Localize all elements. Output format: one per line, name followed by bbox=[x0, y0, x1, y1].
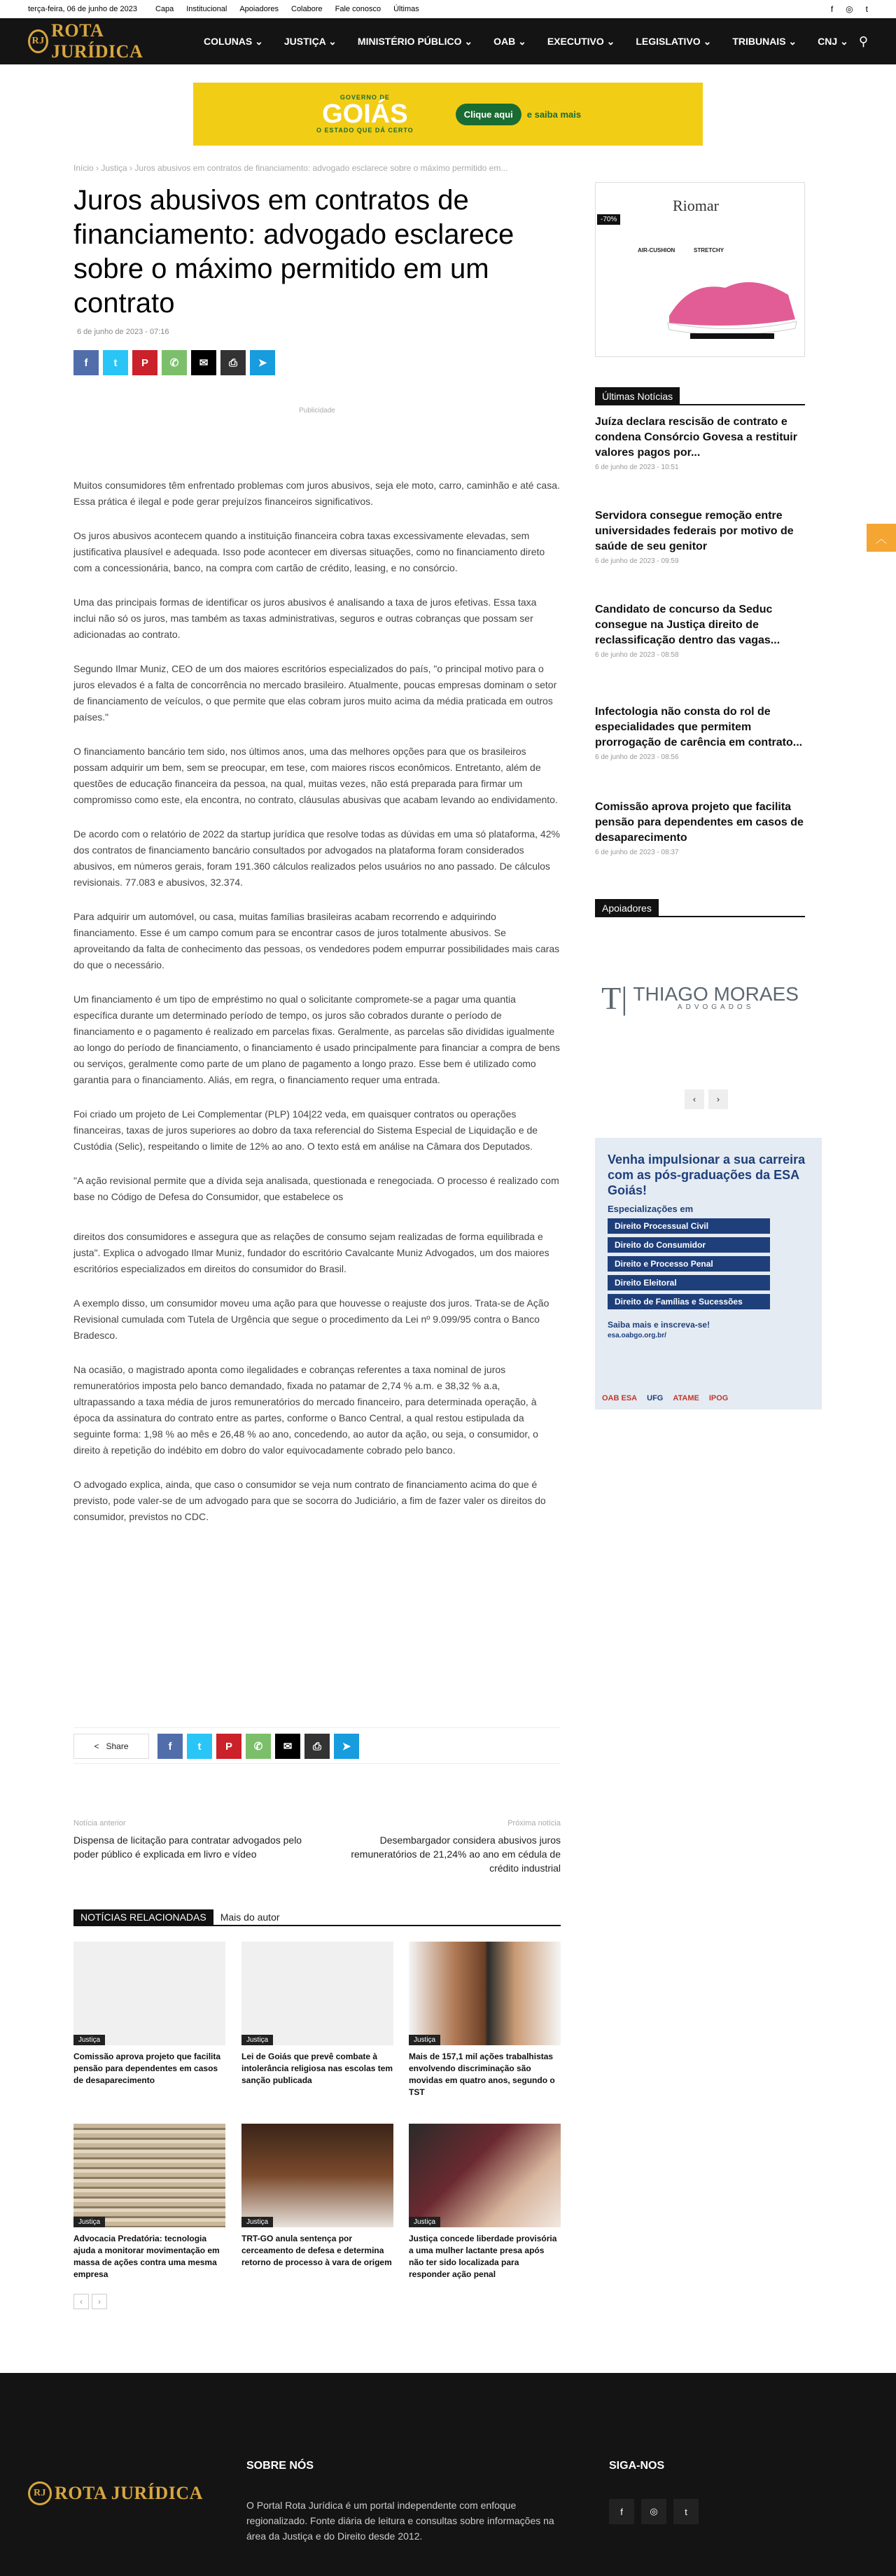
telegram-share-button[interactable] bbox=[250, 350, 275, 375]
discount-badge: -70% bbox=[597, 214, 620, 225]
article-paragraph: Para adquirir um automóvel, ou casa, muitas famílias brasileiras acabam recorrendo e adquirindo financiamento. Esse é um campo comum para se encontrar casos de juros totalmente abusivos. Se aproveitando da falta de conhecimento das pessoas, os vendedores podem empurrar possibilidades mais caras do que o necessário. bbox=[74, 911, 560, 970]
email-share-button[interactable] bbox=[275, 1734, 300, 1759]
facebook-icon: f bbox=[84, 356, 88, 369]
twitter-share-button[interactable] bbox=[103, 350, 128, 375]
related-card-title: TRT-GO anula sentença por cerceamento de defesa e determina retorno de processo à vara de origem bbox=[241, 2234, 392, 2267]
latest-news-date: 6 de junho de 2023 - 10:51 bbox=[595, 464, 679, 471]
chevron-left-icon[interactable]: ‹ bbox=[74, 2294, 89, 2309]
current-date: terça-feira, 06 de junho de 2023 bbox=[28, 5, 137, 13]
telegram-icon: ➤ bbox=[342, 1741, 351, 1753]
latest-news-item[interactable] bbox=[595, 602, 805, 659]
latest-news-date: 6 de junho de 2023 - 08:37 bbox=[595, 849, 679, 856]
footer-social bbox=[609, 2499, 699, 2524]
esa-spec-item: Direito de Famílias e Sucessões bbox=[608, 1294, 770, 1309]
supporters-carousel-controls bbox=[685, 1089, 728, 1109]
menu-item-cnj[interactable]: CNJ ⌄ bbox=[818, 35, 848, 47]
twitter-icon: t bbox=[113, 356, 118, 369]
article-paragraph: O financiamento bancário tem sido, nos últimos anos, uma das melhores opções para que os brasileiros possam adquirir um bem, sem se preocupar, em tese, com maiores riscos econômicos. Entretanto, além de questões de educação financeira da pessoa, na qual, muitas vezes, não está preparada para firmar um compromisso como este, ela encontra, no contrato, cláusulas abusivas que acabam levando ao endividamento. bbox=[74, 746, 558, 805]
article-paragraph: Um financiamento é um tipo de empréstimo no qual o solicitante compromete-se a pagar uma quantia específica durante um determinado período de tempo, os juros são cobrados durante o período de financiamento e o pagamento é realizado em parcelas fixas. Geralmente, as parcelas são divididas igualmente ao longo do período de financiamento, o financiamento é usado principalmente para financiar a compra de bens ou serviços, geralmente como parte de um plano de pagamento a longo prazo. Esse bem é utilizado como garantia para o financiamento. Aliás, em regra, o financiamento requer uma entrada. bbox=[74, 994, 561, 1085]
instagram-icon[interactable]: ◎ bbox=[846, 4, 853, 14]
esa-spec-item: Direito Processual Civil bbox=[608, 1218, 770, 1234]
previous-post[interactable] bbox=[74, 1816, 304, 1861]
logo-mark-icon: RJ bbox=[28, 2481, 52, 2505]
breadcrumb-current: Juros abusivos em contratos de financiamento: advogado esclarece sobre o máximo permitido em... bbox=[134, 163, 508, 173]
ad-label: Publicidade bbox=[299, 407, 335, 415]
esa-spec-item: Direito Eleitoral bbox=[608, 1275, 770, 1290]
email-icon: ✉ bbox=[283, 1741, 293, 1753]
next-label: Próxima notícia bbox=[507, 1819, 561, 1827]
esa-site: esa.oabgo.org.br/ bbox=[608, 1332, 666, 1339]
esa-spec-item: Direito e Processo Penal bbox=[608, 1256, 770, 1272]
article-paragraph: "A ação revisional permite que a dívida seja analisada, questionada e renegociada. O processo é realizado com base no Código de Defesa do Consumidor, que estabelece os bbox=[74, 1175, 559, 1202]
whatsapp-share-button[interactable] bbox=[162, 350, 187, 375]
shoe-image bbox=[662, 260, 802, 344]
top-link-ultimas[interactable]: Últimas bbox=[393, 5, 419, 13]
related-pagination bbox=[74, 2294, 107, 2309]
ad-feature-2: STRETCHY bbox=[694, 247, 724, 253]
category-tag[interactable]: Justiça bbox=[241, 2035, 273, 2045]
facebook-icon: f bbox=[168, 1740, 172, 1753]
latest-news-date: 6 de junho de 2023 - 08:56 bbox=[595, 753, 679, 761]
sidebar-ad[interactable] bbox=[595, 182, 805, 357]
article-paragraph: A exemplo disso, um consumidor moveu uma ação para que houvesse o reajuste dos juros. Trata-se de Ação Revisional cumulada com Tutela de Urgência que segue o procedimento da Lei nº 9.099/95 contra o Banco Bradesco. bbox=[74, 1297, 550, 1341]
article-date: 6 de junho de 2023 - 07:16 bbox=[77, 328, 169, 336]
next-title: Desembargador considera abusivos juros remuneratórios de 21,24% ao ano em cédula de crédito industrial bbox=[351, 1834, 561, 1874]
esa-headline: Venha impulsionar a sua carreira com as pós-graduações da ESA Goiás! bbox=[608, 1153, 806, 1197]
print-icon: ⎙ bbox=[228, 356, 237, 369]
print-share-button[interactable] bbox=[220, 350, 246, 375]
scroll-to-top-button[interactable] bbox=[867, 524, 896, 552]
instagram-icon[interactable]: ◎ bbox=[641, 2499, 666, 2524]
supporter-logo[interactable] bbox=[595, 942, 805, 1054]
menu-label: EXECUTIVO bbox=[547, 35, 604, 47]
main-navigation bbox=[0, 18, 896, 64]
footer-follow-heading: SIGA-NOS bbox=[609, 2460, 665, 2472]
top-bar bbox=[0, 0, 896, 18]
partner-logo: UFG bbox=[647, 1394, 664, 1402]
facebook-icon[interactable]: f bbox=[609, 2499, 634, 2524]
latest-news-title: Comissão aprova projeto que facilita pensão para dependentes em casos de desaparecimento bbox=[595, 801, 804, 844]
esa-partner-logos bbox=[602, 1394, 728, 1402]
top-social bbox=[831, 4, 868, 14]
banner-kicker: GOVERNO DE bbox=[340, 94, 390, 101]
facebook-share-button[interactable] bbox=[74, 350, 99, 375]
twitter-icon[interactable]: t bbox=[865, 4, 868, 14]
latest-news-item[interactable] bbox=[595, 704, 805, 761]
telegram-icon: ➤ bbox=[258, 357, 267, 369]
share-buttons-top bbox=[74, 350, 275, 375]
banner-sub: O ESTADO QUE DÁ CERTO bbox=[316, 127, 414, 134]
related-card-image bbox=[409, 1942, 561, 2045]
chevron-up-icon: ︿ bbox=[875, 533, 887, 545]
whatsapp-share-button[interactable] bbox=[246, 1734, 271, 1759]
twitter-share-button[interactable] bbox=[187, 1734, 212, 1759]
top-link-apoiadores[interactable]: Apoiadores bbox=[239, 5, 279, 13]
related-card-title: Advocacia Predatória: tecnologia ajuda a monitorar movimentação em massa de ações contra uma mesma empresa bbox=[74, 2234, 220, 2279]
logo-mark-icon: RJ bbox=[28, 29, 48, 53]
category-tag[interactable]: Justiça bbox=[409, 2217, 440, 2227]
chevron-right-icon[interactable]: › bbox=[708, 1089, 728, 1109]
related-card-image bbox=[241, 2124, 393, 2227]
article-title: Juros abusivos em contratos de financiamento: advogado esclarece sobre o máximo permitido em um contrato bbox=[74, 185, 514, 319]
related-tabs bbox=[74, 1909, 561, 1926]
latest-news-title: Últimas Notícias bbox=[595, 387, 680, 405]
article-paragraph: Na ocasião, o magistrado aponta como ilegalidades e cobranças referentes a taxa nominal de juros remuneratórios imposta pelo banco demandado, fixada no patamar de 2,74 % a.m. e 38,32 % a.a, ultrapassando a taxa média de juros remuneratórios do mercado financeiro, para determinada operação, à época da assinatura do contrato entre as partes, conforme o Banco Central, a qual restou estipulada da seguinte forma: 1,98 % ao mês e 26,48 % ao ano, concedendo, ao autor da ação, ou seja, o consumidor, o direito à repetição do indébito em dobro do valor equivocadamente cobrado pelo banco. bbox=[74, 1364, 538, 1456]
menu-item-oab[interactable]: OAB ⌄ bbox=[493, 35, 526, 47]
chevron-left-icon[interactable]: ‹ bbox=[685, 1089, 704, 1109]
menu-label: JUSTIÇA bbox=[284, 35, 326, 47]
latest-news-title: Juíza declara rescisão de contrato e condena Consórcio Govesa a restituir valores pagos por... bbox=[595, 416, 797, 459]
esa-footer bbox=[595, 1313, 822, 1346]
pinterest-share-button[interactable] bbox=[216, 1734, 241, 1759]
menu-label: OAB bbox=[493, 35, 516, 47]
supporters-title: Apoiadores bbox=[595, 899, 659, 917]
latest-news-date: 6 de junho de 2023 - 09:59 bbox=[595, 557, 679, 565]
breadcrumb: Início › Justiça › Juros abusivos em contratos de financiamento: advogado esclarece sobre o máximo permitido em... bbox=[74, 163, 508, 173]
share-button[interactable] bbox=[74, 1734, 149, 1759]
site-footer bbox=[0, 2373, 896, 2576]
latest-news-item[interactable] bbox=[595, 415, 805, 471]
related-card[interactable] bbox=[409, 1942, 561, 2098]
footer-logo-text: ROTA JURÍDICA bbox=[55, 2483, 203, 2503]
related-card[interactable] bbox=[74, 2124, 225, 2281]
previous-title: Dispensa de licitação para contratar advogados pelo poder público é explicada em livro e vídeo bbox=[74, 1834, 302, 1860]
whatsapp-icon: ✆ bbox=[169, 357, 179, 369]
twitter-icon[interactable]: t bbox=[673, 2499, 699, 2524]
esa-cta: Saiba mais e inscreva-se! bbox=[608, 1320, 710, 1330]
category-tag[interactable]: Justiça bbox=[241, 2217, 273, 2227]
related-card-title: Comissão aprova projeto que facilita pensão para dependentes em casos de desaparecimento bbox=[74, 2052, 221, 2085]
latest-news-item[interactable] bbox=[595, 800, 805, 856]
menu-item-executivo[interactable]: EXECUTIVO ⌄ bbox=[547, 35, 615, 47]
esa-spec-item: Direito do Consumidor bbox=[608, 1237, 770, 1253]
latest-news-item[interactable] bbox=[595, 508, 805, 565]
related-card-image bbox=[409, 2124, 561, 2227]
partner-logo: ATAME bbox=[673, 1394, 699, 1402]
twitter-icon: t bbox=[197, 1740, 202, 1753]
share-icon: < bbox=[94, 1741, 99, 1751]
article-paragraph: Foi criado um projeto de Lei Complementar (PLP) 104|22 veda, em quaisquer contratos ou operações financeiras, taxas de juros superiores ao dobro da taxa referencial do Sistema Especial de Liquidação e de Custódia (Selic), respeitando o limite de 12% ao ano. O texto está em análise na Câmara dos Deputados. bbox=[74, 1108, 538, 1152]
menu-label: CNJ bbox=[818, 35, 838, 47]
latest-news-title: Candidato de concurso da Seduc consegue na Justiça direito de reclassificação dentro das vagas... bbox=[595, 604, 780, 646]
breadcrumb-home[interactable]: Início bbox=[74, 163, 94, 173]
partner-logo: OAB ESA bbox=[602, 1394, 638, 1402]
tab-more-from-author[interactable]: Mais do autor bbox=[220, 1912, 280, 1923]
telegram-share-button[interactable] bbox=[334, 1734, 359, 1759]
latest-news-title: Infectologia não consta do rol de especialidades que permitem prorrogação de carência em contrato... bbox=[595, 706, 803, 749]
tab-related-news[interactable]: NOTÍCIAS RELACIONADAS bbox=[74, 1909, 214, 1925]
category-tag[interactable]: Justiça bbox=[409, 2035, 440, 2045]
share-bar-bottom bbox=[74, 1727, 561, 1764]
site-logo[interactable] bbox=[28, 20, 174, 62]
related-card-image bbox=[74, 2124, 225, 2227]
supporters-heading bbox=[595, 899, 805, 917]
related-card[interactable] bbox=[409, 2124, 561, 2281]
partner-logo: IPOG bbox=[708, 1394, 729, 1402]
chevron-right-icon[interactable]: › bbox=[92, 2294, 107, 2309]
top-banner-ad[interactable] bbox=[193, 83, 703, 146]
next-post[interactable] bbox=[330, 1816, 561, 1875]
article-paragraph: Muitos consumidores têm enfrentado problemas com juros abusivos, seja ele moto, carro, caminhão e até casa. Essa prática é ilegal e pode gerar prejuízos financeiros significativos. bbox=[74, 480, 560, 507]
top-link-capa[interactable]: Capa bbox=[155, 5, 174, 13]
related-card-title: Lei de Goiás que prevê combate à intolerância religiosa nas escolas tem sanção publicada bbox=[241, 2052, 393, 2085]
menu-item-colunas[interactable]: COLUNAS ⌄ bbox=[204, 35, 263, 47]
share-label: Share bbox=[106, 1741, 129, 1751]
share-buttons-bottom bbox=[158, 1734, 359, 1759]
banner-cta-more: e saiba mais bbox=[526, 109, 582, 120]
email-share-button[interactable] bbox=[191, 350, 216, 375]
menu-label: MINISTÉRIO PÚBLICO bbox=[357, 35, 462, 47]
print-icon: ⎙ bbox=[312, 1740, 321, 1753]
top-link-colabore[interactable]: Colabore bbox=[291, 5, 323, 13]
footer-logo[interactable] bbox=[28, 2481, 203, 2505]
previous-label: Notícia anterior bbox=[74, 1819, 126, 1827]
related-card[interactable] bbox=[241, 2124, 393, 2269]
facebook-icon[interactable]: f bbox=[830, 4, 834, 14]
latest-news-title: Servidora consegue remoção entre universidades federais por motivo de saúde de seu genitor bbox=[595, 510, 794, 552]
banner-cta-button[interactable]: Clique aqui bbox=[456, 104, 522, 125]
article-paragraph: De acordo com o relatório de 2022 da startup jurídica que resolve todas as dúvidas em uma só plataforma, 42% dos contratos de financiamento bancário consultados por advogados na plataforma foram considerados abusivos, em números gerais, foram 191.360 cálculos realizados pelos usuários no ano passado. De cálculos revisionais. 77.083 e abusivos, 32.374. bbox=[74, 828, 560, 888]
search-icon[interactable]: ⚲ bbox=[858, 34, 868, 48]
latest-news-date: 6 de junho de 2023 - 08:58 bbox=[595, 651, 679, 659]
article-paragraph: Uma das principais formas de identificar os juros abusivos é analisando a taxa de juros efetivas. Essa taxa inclui não só os juros, mas também as taxas administrativas, seguros e outras cobranças que possam ser adicionadas ao contrato. bbox=[74, 597, 537, 640]
supporter-sub: ADVOGADOS bbox=[677, 1003, 755, 1011]
related-card-image bbox=[74, 1942, 225, 2045]
menu-item-tribunais[interactable]: TRIBUNAIS ⌄ bbox=[732, 35, 797, 47]
email-icon: ✉ bbox=[199, 357, 209, 369]
article-body bbox=[74, 478, 561, 1543]
supporter-name bbox=[633, 984, 798, 1011]
banner-name: GOIÁS bbox=[322, 99, 408, 129]
footer-about-heading: SOBRE NÓS bbox=[246, 2460, 314, 2472]
logo-text: ROTA JURÍDICA bbox=[51, 20, 144, 62]
ad-brand: Riomar bbox=[673, 197, 719, 214]
main-menu bbox=[193, 36, 859, 48]
category-tag[interactable]: Justiça bbox=[74, 2035, 105, 2045]
banner-logo bbox=[316, 95, 414, 134]
footer-about-text: O Portal Rota Jurídica é um portal independente com enfoque regionalizado. Fonte diária de leitura e consultas sobre informações na área da Justiça e do Direito desde 2012. bbox=[246, 2500, 554, 2542]
menu-item-ministerio-publico[interactable]: MINISTÉRIO PÚBLICO ⌄ bbox=[357, 35, 473, 47]
related-card[interactable] bbox=[241, 1942, 393, 2087]
article-paragraph: Os juros abusivos acontecem quando a instituição financeira cobra taxas excessivamente elevadas, sem justificativa plausível e adequada. Isso pode acontecer em diversas situações, como no financiamento direto com a concessionária, banco, na compra com cartão de crédito, leasing, e no consórcio. bbox=[74, 530, 545, 573]
pinterest-icon: P bbox=[225, 1740, 232, 1753]
menu-item-justica[interactable]: JUSTIÇA ⌄ bbox=[284, 35, 337, 47]
breadcrumb-section[interactable]: Justiça bbox=[101, 163, 127, 173]
related-card[interactable] bbox=[74, 1942, 225, 2087]
related-card-title: Mais de 157,1 mil ações trabalhistas envolvendo discriminação são movidas em quatro anos, segundo o TST bbox=[409, 2052, 555, 2097]
esa-ad[interactable] bbox=[595, 1138, 822, 1409]
whatsapp-icon: ✆ bbox=[253, 1741, 263, 1753]
print-share-button[interactable] bbox=[304, 1734, 330, 1759]
ad-feature-1: AIR-CUSHION bbox=[638, 247, 676, 253]
latest-news-heading bbox=[595, 387, 805, 405]
esa-spec-title: Especializações em bbox=[608, 1204, 694, 1214]
supporter-mark-icon: Т| bbox=[601, 980, 628, 1016]
menu-label: LEGISLATIVO bbox=[636, 35, 701, 47]
menu-item-legislativo[interactable]: LEGISLATIVO ⌄ bbox=[636, 35, 712, 47]
menu-label: TRIBUNAIS bbox=[732, 35, 786, 47]
category-tag[interactable]: Justiça bbox=[74, 2217, 105, 2227]
menu-label: COLUNAS bbox=[204, 35, 253, 47]
top-link-institucional[interactable]: Institucional bbox=[186, 5, 227, 13]
supporter-name-text: THIAGO MORAES bbox=[633, 983, 799, 1005]
article-paragraph: O advogado explica, ainda, que caso o consumidor se veja num contrato de financiamento acima do que é previsto, pode valer-se de um advogado para que se socorra do Judiciário, a fim de fazer valer os direitos do consumidor, previstos no CDC. bbox=[74, 1479, 546, 1522]
related-card-title: Justiça concede liberdade provisória a uma mulher lactante presa após não ter sido localizada para responder ação penal bbox=[409, 2234, 557, 2279]
top-link-fale-conosco[interactable]: Fale conosco bbox=[335, 5, 382, 13]
facebook-share-button[interactable] bbox=[158, 1734, 183, 1759]
article-paragraph: direitos dos consumidores e assegura que as relações de consumo sejam realizadas de forma equilibrada e justa". Explica o advogado Ilmar Muniz, fundador do escritório Cavalcante Muniz Advogados, um dos maiores escritórios especializados em direitos do consumidor do Brasil. bbox=[74, 1231, 550, 1274]
article-paragraph: Segundo Ilmar Muniz, CEO de um dos maiores escritórios especializados do país, "o principal motivo para o juros elevados é a falta de concorrência no mercado brasileiro. Atualmente, poucas empresas dominam o setor de financiamento de veículos, o que permite que elas cobram juros muito acima da média praticada em outros países." bbox=[74, 663, 557, 723]
pinterest-share-button[interactable] bbox=[132, 350, 158, 375]
related-card-image bbox=[241, 1942, 393, 2045]
pinterest-icon: P bbox=[141, 356, 148, 369]
